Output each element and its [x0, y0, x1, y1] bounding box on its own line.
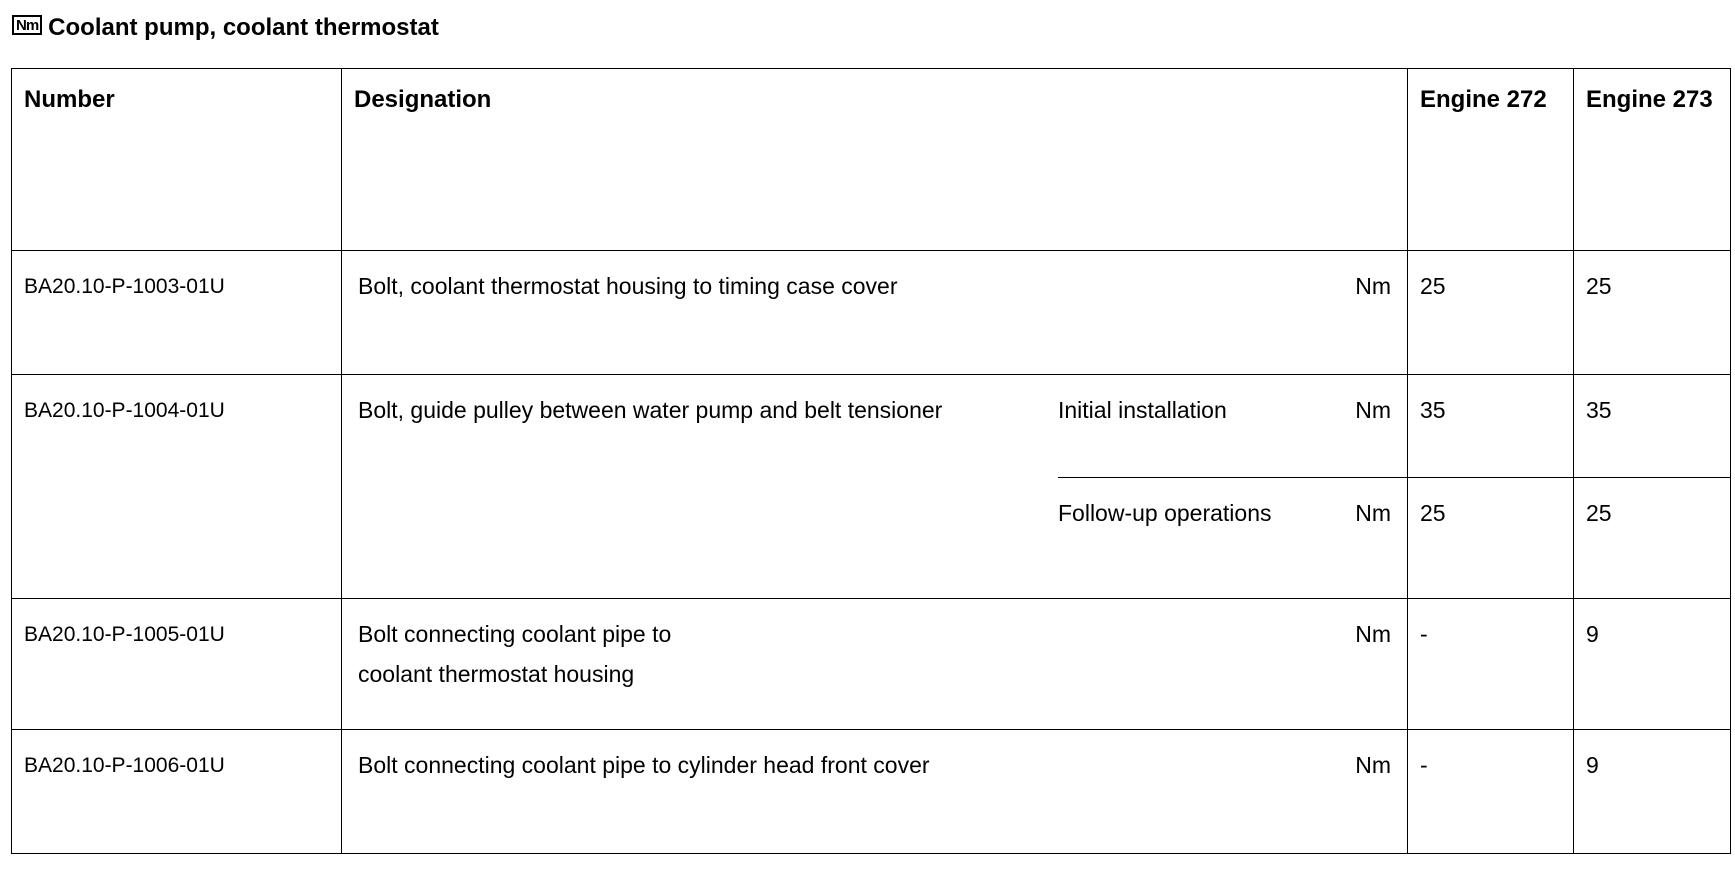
header-engine-273: Engine 273 [1574, 69, 1731, 251]
row-unit: Nm [1355, 621, 1391, 647]
section-title [12, 14, 439, 42]
row-engine-272: - [1408, 599, 1574, 730]
table-row [12, 375, 1731, 599]
row-designation: Bolt connecting coolant pipe to cylinder head front cover [358, 752, 930, 778]
row-designation: Bolt, guide pulley between water pump and belt tensioner [358, 397, 943, 423]
header-engine-272: Engine 272 [1408, 69, 1574, 251]
row-engine-273: 9 [1574, 599, 1731, 730]
row-engine-272: 35 [1408, 375, 1573, 478]
row-designation-cell [342, 730, 1408, 854]
table-row [12, 251, 1731, 375]
sub-row-unit: Nm [1355, 397, 1391, 423]
row-number: BA20.10-P-1003-01U [12, 251, 342, 375]
row-engine-273: 35 [1574, 375, 1730, 478]
row-engine-272-cell [1408, 375, 1574, 599]
row-engine-272: 25 [1408, 251, 1574, 375]
table-row [12, 730, 1731, 854]
row-engine-272: 25 [1420, 500, 1446, 526]
header-number: Number [12, 69, 342, 251]
torque-spec-table [11, 68, 1731, 854]
row-number: BA20.10-P-1004-01U [12, 375, 342, 599]
row-designation-cell [342, 375, 1408, 599]
sub-row-follow-up [1058, 478, 1407, 598]
sub-row-label: Initial installation [1058, 397, 1227, 423]
header-designation: Designation [342, 69, 1408, 251]
sub-row-initial [1058, 375, 1407, 478]
section-title-text: Coolant pump, coolant thermostat [48, 14, 439, 41]
row-engine-273: 9 [1574, 730, 1731, 854]
row-engine-273-cell [1574, 375, 1731, 599]
row-designation-cell [342, 251, 1408, 375]
table-header-row [12, 69, 1731, 251]
row-designation: Bolt, coolant thermostat housing to timing case cover [358, 273, 898, 299]
torque-nm-icon: Nm [12, 15, 42, 35]
row-designation [358, 614, 958, 694]
row-designation-cell [342, 599, 1408, 730]
row-engine-272: - [1408, 730, 1574, 854]
row-number: BA20.10-P-1005-01U [12, 599, 342, 730]
table-row [12, 599, 1731, 730]
row-designation-line2: coolant thermostat housing [358, 661, 635, 687]
row-engine-273: 25 [1586, 500, 1612, 526]
row-unit: Nm [1355, 273, 1391, 299]
sub-row-unit: Nm [1355, 500, 1391, 526]
sub-row-label: Follow-up operations [1058, 500, 1272, 526]
row-designation-line1: Bolt connecting coolant pipe to [358, 621, 672, 647]
row-engine-273: 25 [1574, 251, 1731, 375]
row-unit: Nm [1355, 752, 1391, 778]
row-number: BA20.10-P-1006-01U [12, 730, 342, 854]
